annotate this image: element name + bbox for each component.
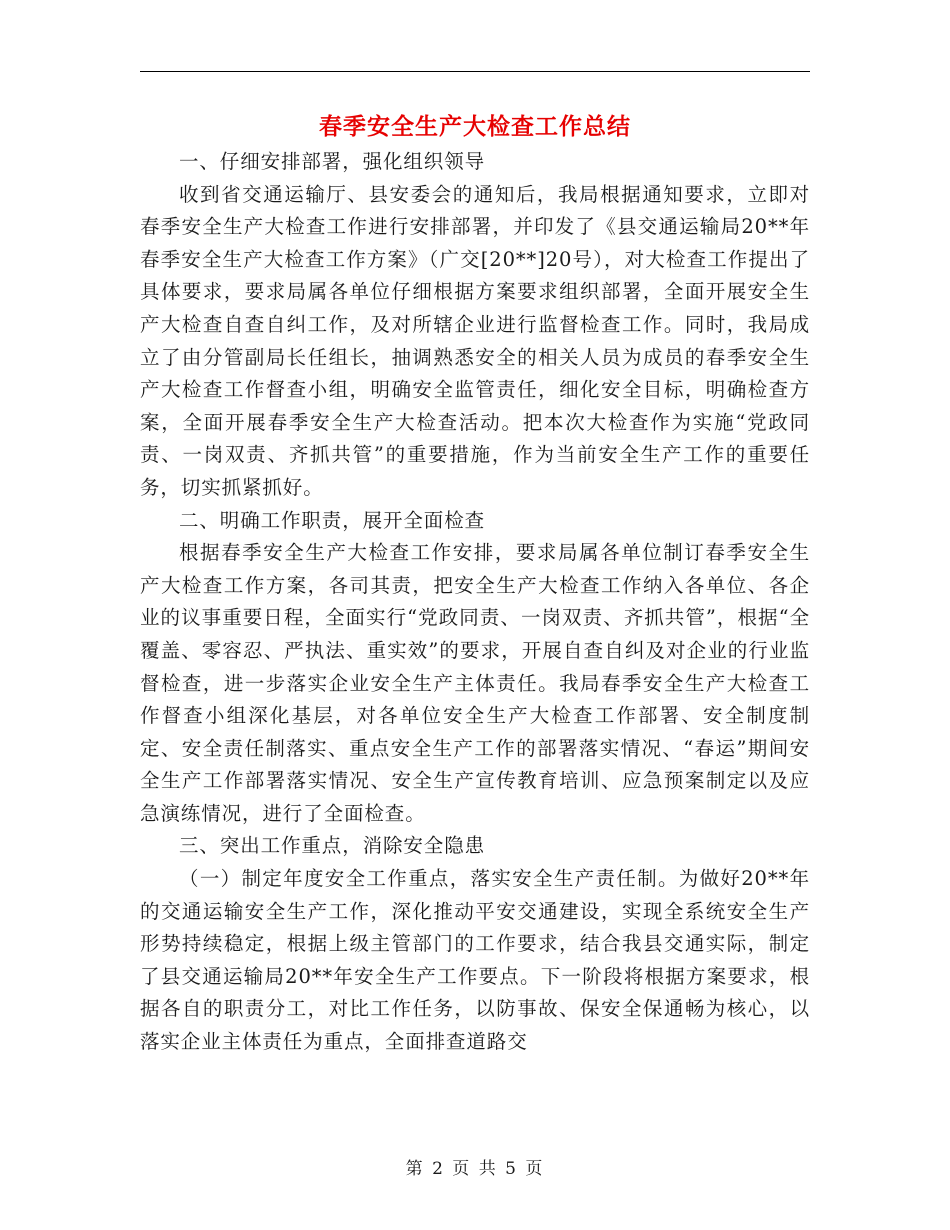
header-rule xyxy=(140,71,810,72)
paragraph-1: 收到省交通运输厅、县安委会的通知后，我局根据通知要求，立即对春季安全生产大检查工作进行安排部署，并印发了《县交通运输局20**年春季安全生产大检查工作方案》（广交[20**]20号），对大检查工作提出了具体要求，要求局属各单位仔细根据方案要求组织部署，全面开展安全生产大检查自查自纠工作，及对所辖企业进行监督检查工作。同时，我局成立了由分管副局长任组长，抽调熟悉安全的相关人员为成员的春季安全生产大检查工作督查小组，明确安全监管责任，细化安全目标，明确检查方案，全面开展春季安全生产大检查活动。把本次大检查作为实施“党政同责、一岗双责、齐抓共管”的重要措施，作为当前安全生产工作的重要任务，切实抓紧抓好。 xyxy=(140,182,810,499)
document-title: 春季安全生产大检查工作总结 xyxy=(319,113,631,140)
section-heading-1: 一、仔细安排部署，强化组织领导 xyxy=(179,150,486,173)
section-heading-2: 二、明确工作职责，展开全面检查 xyxy=(179,508,486,532)
page-number: 第 2 页 共 5 页 xyxy=(405,1159,545,1179)
paragraph-3: （一）制定年度安全工作重点，落实安全生产责任制。为做好20**年的交通运输安全生产工作，深化推动平安交通建设，实现全系统安全生产形势持续稳定，根据上级主管部门的工作要求，结合我县交通实际，制定了县交通运输局20**年安全生产工作要点。下一阶段将根据方案要求，根据各自的职责分工，对比工作任务，以防事故、保安全保通畅为核心，以落实企业主体责任为重点，全面排查道路交 xyxy=(140,867,810,1054)
section-heading-3: 三、突出工作重点，消除安全隐患 xyxy=(179,834,486,858)
paragraph-2: 根据春季安全生产大检查工作安排，要求局属各单位制订春季安全生产大检查工作方案，各司其责，把安全生产大检查工作纳入各单位、各企业的议事重要日程，全面实行“党政同责、一岗双责、齐抓共管”，根据“全覆盖、零容忍、严执法、重实效”的要求，开展自查自纠及对企业的行业监督检查，进一步落实企业安全生产主体责任。我局春季安全生产大检查工作督查小组深化基层，对各单位安全生产大检查工作部署、安全制度制定、安全责任制落实、重点安全生产工作的部署落实情况、“春运”期间安全生产工作部署落实情况、安全生产宣传教育培训、应急预案制定以及应急演练情况，进行了全面检查。 xyxy=(140,541,810,825)
document-body xyxy=(140,108,810,1059)
